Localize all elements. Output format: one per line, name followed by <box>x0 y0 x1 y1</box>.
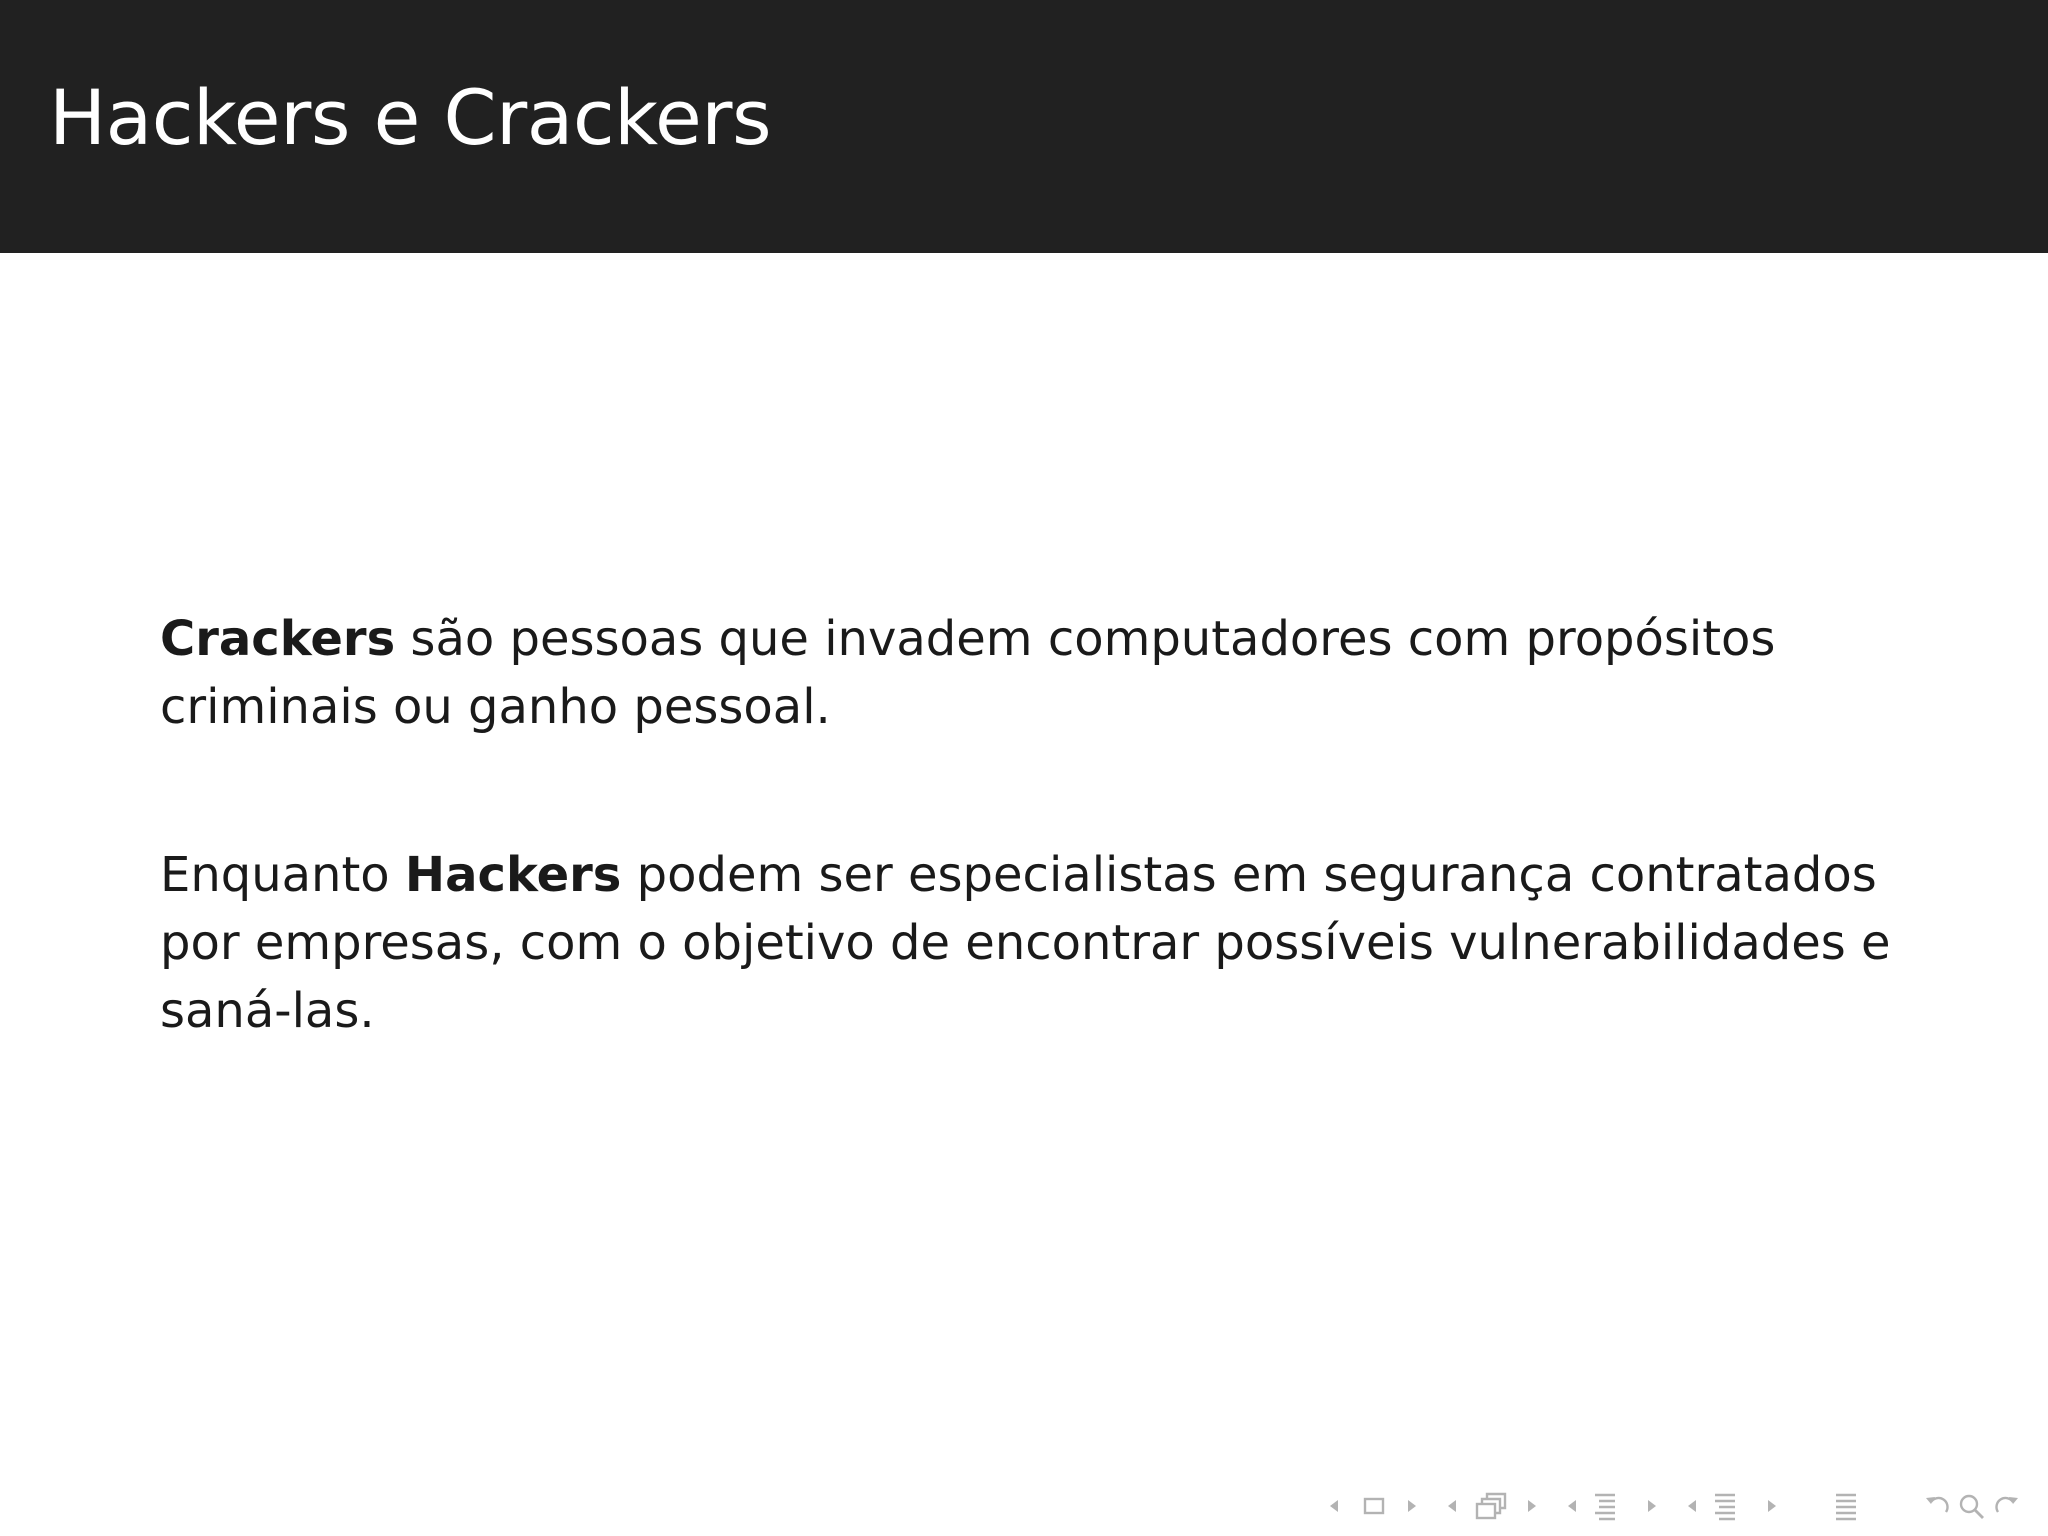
next-presentation-arrow-icon[interactable] <box>1765 1490 1779 1522</box>
paragraph-crackers-text: são pessoas que invadem computadores com propósitos criminais ou ganho pessoal. <box>160 611 1776 735</box>
subsection-icon[interactable] <box>1474 1490 1508 1522</box>
frame-icon[interactable] <box>1362 1490 1386 1522</box>
beamer-navigation-bar <box>1320 1490 2030 1522</box>
frame-title-bar <box>0 0 2048 253</box>
prev-presentation-arrow-icon[interactable] <box>1685 1490 1699 1522</box>
forward-icon[interactable] <box>1992 1490 2022 1522</box>
frame-body <box>160 605 1900 1045</box>
paragraph-hackers <box>160 841 1900 1045</box>
next-frame-arrow-icon[interactable] <box>1405 1490 1419 1522</box>
back-icon[interactable] <box>1922 1490 1952 1522</box>
prev-section-arrow-icon[interactable] <box>1565 1490 1579 1522</box>
paragraph-crackers <box>160 605 1900 741</box>
document-icon[interactable] <box>1833 1490 1859 1522</box>
prev-subsection-arrow-icon[interactable] <box>1445 1490 1459 1522</box>
presentation-icon[interactable] <box>1712 1490 1738 1522</box>
section-icon[interactable] <box>1592 1490 1618 1522</box>
term-crackers: Crackers <box>160 611 396 667</box>
search-icon[interactable] <box>1957 1490 1987 1522</box>
next-subsection-arrow-icon[interactable] <box>1525 1490 1539 1522</box>
paragraph-hackers-text: podem ser especialistas em segurança contratados por empresas, com o objetivo de encontrar possíveis vulnerabilidades e saná-las. <box>160 847 1891 1039</box>
paragraph-hackers-lead: Enquanto <box>160 847 405 903</box>
term-hackers: Hackers <box>404 847 622 903</box>
prev-frame-arrow-icon[interactable] <box>1327 1490 1341 1522</box>
frame-title: Hackers e Crackers <box>49 73 772 162</box>
next-section-arrow-icon[interactable] <box>1645 1490 1659 1522</box>
